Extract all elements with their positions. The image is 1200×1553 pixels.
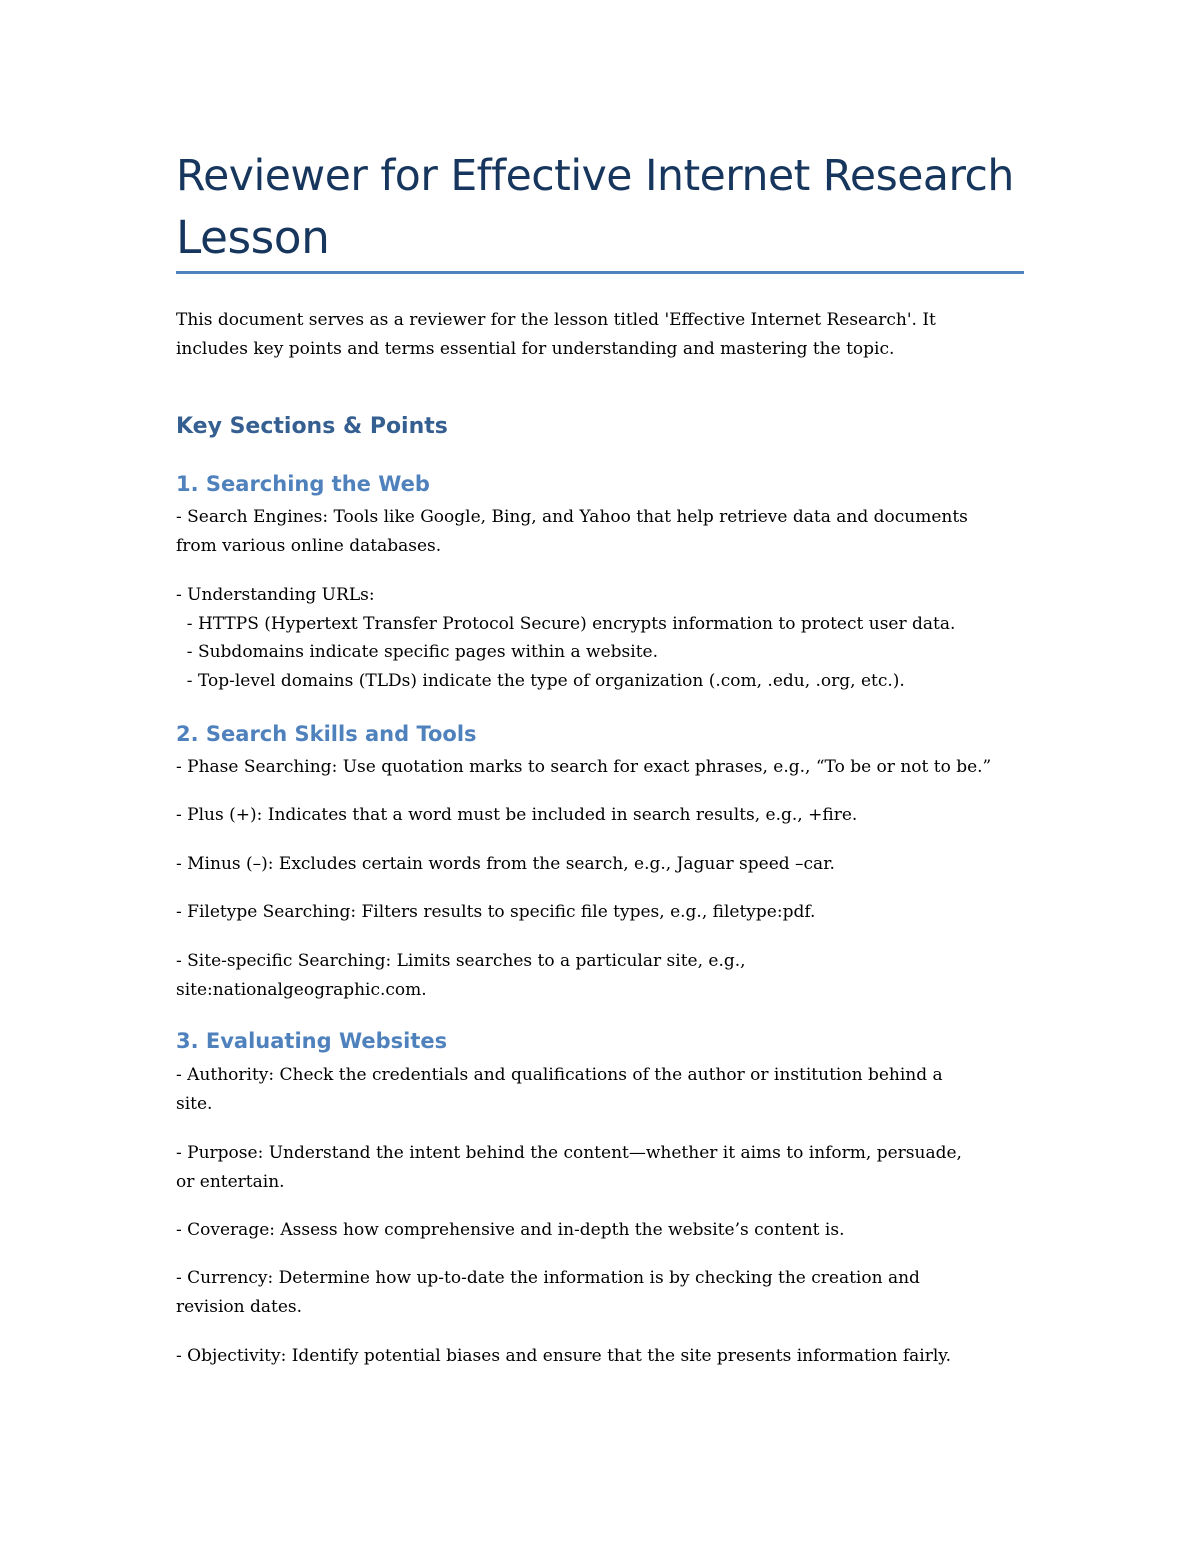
text-line: from various online databases.: [176, 535, 442, 556]
title-divider: [176, 271, 1024, 274]
text-line: - HTTPS (Hypertext Transfer Protocol Secure) encrypts information to protect user data.: [176, 613, 956, 634]
text-line: - Plus (+): Indicates that a word must be included in search results, e.g., +fire.: [176, 805, 858, 825]
purpose-paragraph: [176, 1139, 1024, 1196]
phrase-searching-paragraph: [176, 753, 1024, 782]
authority-paragraph: [176, 1061, 1024, 1118]
text-line: - Top-level domains (TLDs) indicate the type of organization (.com, .edu, .org, etc.).: [176, 670, 905, 691]
document-title: [176, 146, 1026, 268]
document-page: [176, 0, 1026, 1553]
search-engines-paragraph: [176, 503, 1024, 560]
text-line: - Authority: Check the credentials and qualifications of the author or institution behind a: [176, 1065, 943, 1085]
intro-paragraph: [176, 306, 1024, 363]
filetype-searching-paragraph: [176, 898, 1024, 927]
section-1-heading: 1. Searching the Web: [176, 472, 430, 496]
currency-paragraph: [176, 1264, 1024, 1321]
text-line: - Purpose: Understand the intent behind the content—whether it aims to inform, persuade,: [176, 1143, 962, 1163]
site-searching-paragraph: [176, 947, 1024, 1004]
text-line: - Subdomains indicate specific pages within a website.: [176, 642, 659, 662]
document-title-line-2: Lesson: [176, 211, 330, 264]
understanding-urls-paragraph: [176, 581, 1024, 695]
text-line: revision dates.: [176, 1296, 303, 1317]
document-title-line-1: Reviewer for Effective Internet Research: [176, 152, 1014, 201]
intro-line-1: This document serves as a reviewer for the lesson titled 'Effective Internet Research'. It: [176, 310, 936, 330]
section-3-heading: 3. Evaluating Websites: [176, 1029, 448, 1053]
text-line: - Search Engines: Tools like Google, Bing, and Yahoo that help retrieve data and documents: [176, 507, 968, 527]
objectivity-paragraph: [176, 1342, 1024, 1371]
text-line: site:nationalgeographic.com.: [176, 979, 427, 1000]
text-line: - Site-specific Searching: Limits searches to a particular site, e.g.,: [176, 951, 746, 971]
text-line: - Phase Searching: Use quotation marks to search for exact phrases, e.g., “To be or not to be.”: [176, 757, 992, 777]
text-line: - Filetype Searching: Filters results to specific file types, e.g., filetype:pdf.: [176, 902, 816, 922]
intro-line-2: includes key points and terms essential for understanding and mastering the topic.: [176, 338, 895, 359]
plus-operator-paragraph: [176, 801, 1024, 830]
text-line: site.: [176, 1093, 213, 1114]
section-2-heading: 2. Search Skills and Tools: [176, 722, 477, 746]
text-line: - Currency: Determine how up-to-date the information is by checking the creation and: [176, 1268, 920, 1288]
text-line: or entertain.: [176, 1171, 285, 1192]
coverage-paragraph: [176, 1216, 1024, 1245]
text-line: - Coverage: Assess how comprehensive and in-depth the website’s content is.: [176, 1220, 845, 1240]
text-line: - Understanding URLs:: [176, 585, 375, 605]
text-line: - Objectivity: Identify potential biases and ensure that the site presents information fairly.: [176, 1346, 952, 1366]
key-sections-heading: Key Sections & Points: [176, 414, 448, 439]
minus-operator-paragraph: [176, 850, 1024, 879]
text-line: - Minus (–): Excludes certain words from the search, e.g., Jaguar speed –car.: [176, 854, 835, 874]
